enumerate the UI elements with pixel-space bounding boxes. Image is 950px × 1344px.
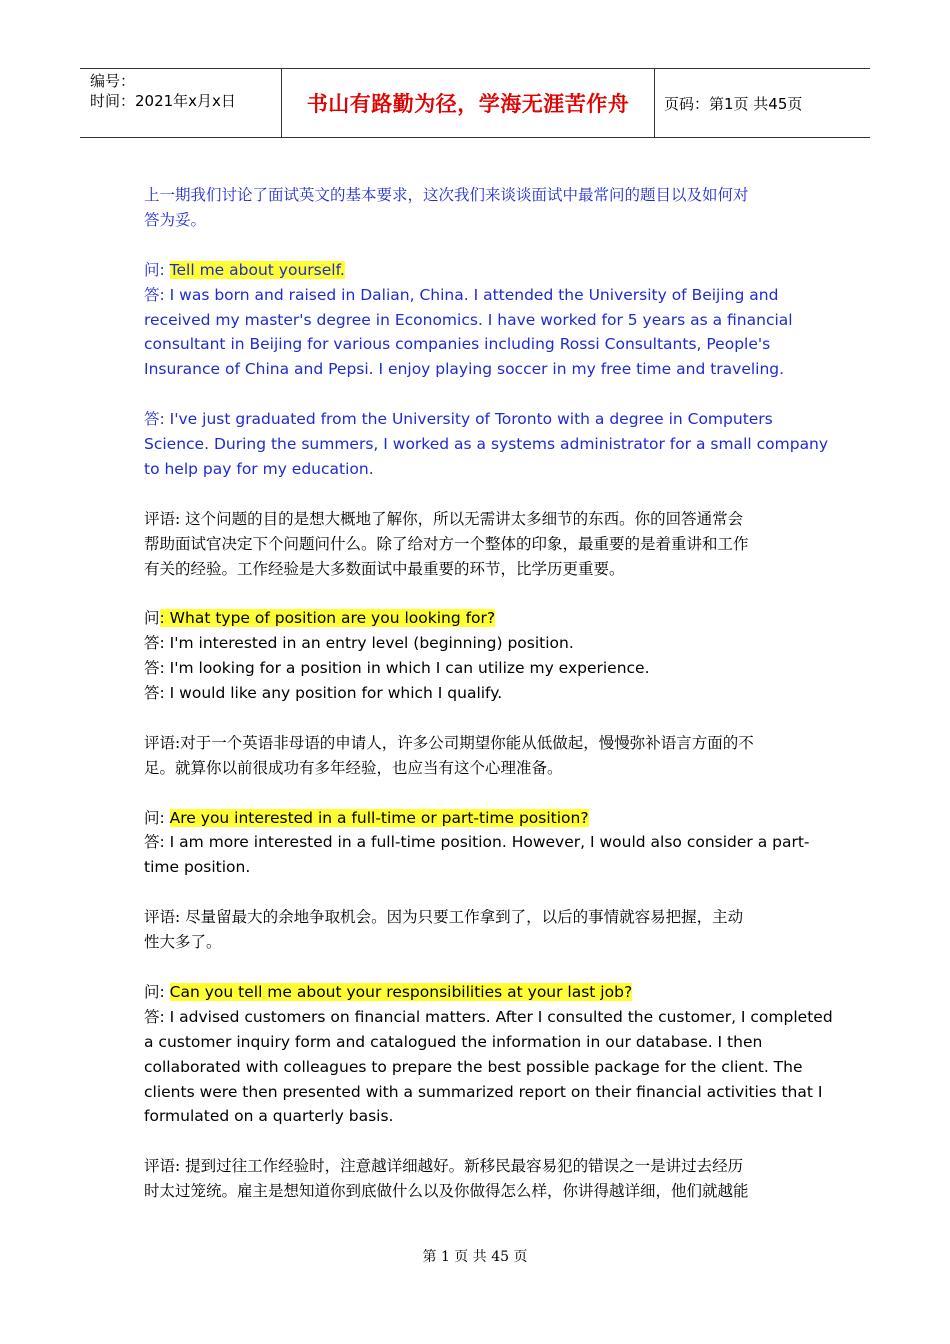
comment-line: 性大多了。 [144,933,222,952]
comment-label: 评语 [144,509,176,528]
q2-answer-line [144,631,804,656]
question-label: 问 [144,609,160,628]
answer-line: a customer inquiry form and catalogued the information in our database. I then [144,1032,763,1051]
comment-text: 提到过往工作经验时，注意越详细越好。新移民最容易犯的错误之一是讲过去经历 [185,1157,744,1176]
comment-line: 帮助面试官决定下个问题问什么。除了给对方一个整体的印象，最重要的是着重讲和工作 [144,534,749,553]
q1-block [144,258,804,383]
answer-text: I've just graduated from the University of Toronto with a degree in Computers [169,410,773,429]
comment-text: 这个问题的目的是想大概地了解你，所以无需讲太多细节的东西。你的回答通常会 [185,509,744,528]
answer-line: time position. [144,858,251,877]
intro-line: 答为妥。 [144,210,207,229]
answer-label: 答 [144,684,160,703]
q3-answer-line: 答: I am more interested in a full-time position. However, I would also consider a part- [144,833,810,852]
answer-line: Insurance of China and Pepsi. I enjoy playing soccer in my free time and traveling. [144,360,785,379]
comment-first-line: 评语:对于一个英语非母语的申请人，许多公司期望你能从低做起，慢慢弥补语言方面的不 [144,733,754,752]
page-header [80,68,870,138]
q2-question-line [144,606,804,631]
comment-line: 足。就算你以前很成功有多年经验，也应当有这个心理准备。 [144,758,563,777]
q3-block [144,806,810,881]
intro-paragraph [144,183,804,233]
q1-answer1-line: 答: I was born and raised in Dalian, China. I attended the University of Beijing and [144,285,779,304]
answer-label: 答 [144,1007,160,1026]
q2-block [144,606,804,706]
comment-first-line: 评语: 提到过往工作经验时，注意越详细越好。新移民最容易犯的错误之一是讲过去经历 [144,1157,744,1176]
q4-question: Can you tell me about your responsibilities at your last job? [169,982,633,1001]
answer-text: : I'm interested in an entry level (beginning) position. [159,634,574,653]
header-page-info: 页码：第1页 共45页 [664,94,803,113]
answer-label: 答 [144,634,160,653]
answer-line: consultant in Beijing for various companies including Rossi Consultants, People's [144,335,771,354]
comment-first-line: 评语: 尽量留最大的余地争取机会。因为只要工作拿到了，以后的事情就容易把握，主动 [144,908,744,927]
comment-label: 评语 [144,1157,176,1176]
q1-comment [144,507,804,582]
intro-line: 上一期我们讨论了面试英文的基本要求，这次我们来谈谈面试中最常问的题目以及如何对 [144,186,749,204]
answer-label: 答 [144,833,160,852]
comment-label: 评语 [144,908,176,927]
q2-answer-line [144,656,804,681]
document-body [144,183,833,1229]
answer-label: 答 [144,285,160,304]
question-label: 问 [144,982,160,1001]
header-motto: 书山有路勤为径，学海无涯苦作舟 [281,69,655,137]
q2-comment [144,731,804,781]
answer-line: formulated on a quarterly basis. [144,1107,394,1126]
question-label: 问 [144,808,160,827]
comment-label: 评语 [144,733,176,752]
q4-question-line: 问: Can you tell me about your responsibilities at your last job? [144,982,633,1001]
q1-question-line: 问: Tell me about yourself. [144,260,345,279]
answer-label: 答 [144,659,160,678]
comment-text: 对于一个英语非母语的申请人，许多公司期望你能从低做起，慢慢弥补语言方面的不 [180,733,754,752]
q2-question: : What type of position are you looking for? [159,609,496,628]
answer-line: collaborated with colleagues to prepare the best possible package for the client. The [144,1057,803,1076]
answer-text: I was born and raised in Dalian, China. I attended the University of Beijing and [169,285,779,304]
comment-line: 时太过笼统。雇主是想知道你到底做什么以及你做得怎么样，你讲得越详细，他们就越能 [144,1182,749,1201]
q3-question: Are you interested in a full-time or part-time position? [169,808,589,827]
answer-text: : I would like any position for which I qualify. [159,684,503,703]
answer-label: 答 [144,410,160,429]
answer-line: clients were then presented with a summarized report on their financial activities that I [144,1082,823,1101]
answer-line: received my master's degree in Economics. I have worked for 5 years as a financial [144,310,793,329]
answer-text: I advised customers on financial matters. After I consulted the customer, I completed [169,1007,833,1026]
answer-line: to help pay for my education. [144,459,374,478]
q3-comment [144,905,804,955]
q4-answer-line: 答: I advised customers on financial matters. After I consulted the customer, I completed [144,1007,833,1026]
answer-first-line: 答: I've just graduated from the University of Toronto with a degree in Computers [144,410,773,429]
q4-comment [144,1154,804,1204]
comment-text: 尽量留最大的余地争取机会。因为只要工作拿到了，以后的事情就容易把握，主动 [185,908,744,927]
q2-answer-line [144,681,804,706]
time-label: 时间：2021年x月x日 [90,92,236,110]
answer-line: Science. During the summers, I worked as a systems administrator for a small company [144,435,829,454]
q1-answer2 [144,407,829,482]
comment-line: 有关的经验。工作经验是大多数面试中最重要的环节，比学历更重要。 [144,559,625,578]
q1-question: Tell me about yourself. [169,260,345,279]
page-footer: 第 1 页 共 45 页 [422,1249,528,1265]
comment-first-line: 评语: 这个问题的目的是想大概地了解你，所以无需讲太多细节的东西。你的回答通常会 [144,509,744,528]
answer-text: I am more interested in a full-time position. However, I would also consider a part- [169,833,810,852]
header-meta [80,69,281,137]
q3-question-line: 问: Are you interested in a full-time or part-time position? [144,808,589,827]
question-label: 问 [144,260,160,279]
q4-block [144,980,833,1129]
number-label: 编号： [90,72,136,90]
answer-text: : I'm looking for a position in which I can utilize my experience. [159,659,650,678]
